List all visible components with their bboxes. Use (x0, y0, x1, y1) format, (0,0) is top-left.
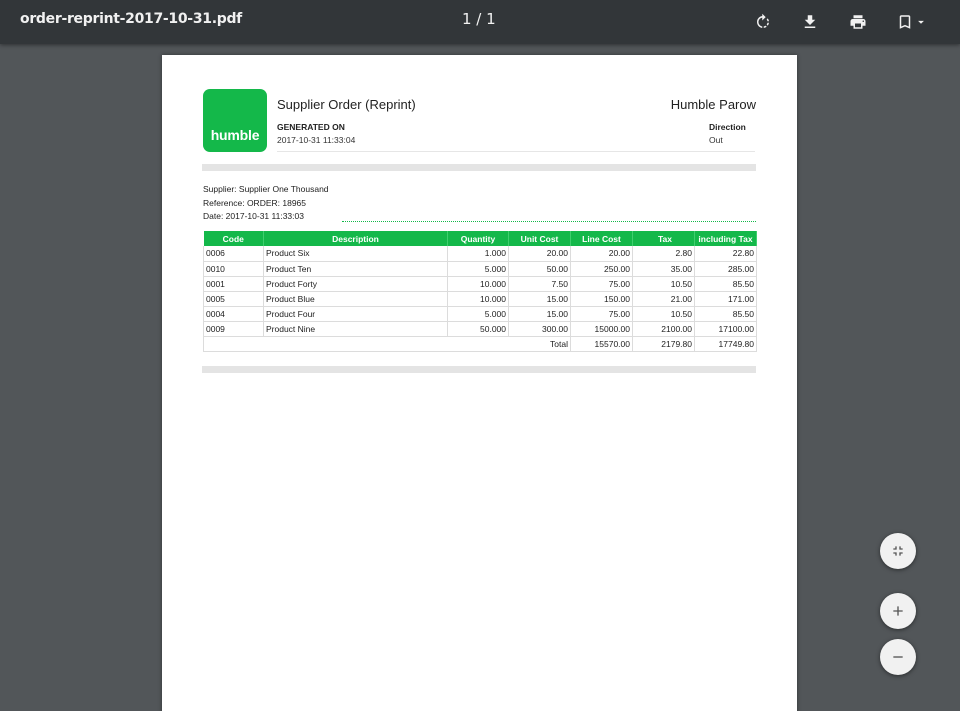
column-header: Tax (633, 231, 695, 246)
total-label: Total (509, 336, 571, 351)
cell-including-tax: 17100.00 (695, 321, 757, 336)
cell-quantity: 10.000 (448, 276, 509, 291)
column-header: Code (204, 231, 264, 246)
plus-icon (890, 603, 906, 619)
bottom-separator-bar (202, 366, 756, 373)
total-row (204, 336, 757, 351)
cell-code: 0006 (204, 246, 264, 261)
zoom-out-button[interactable] (880, 639, 916, 675)
table-row (204, 276, 757, 291)
table-row (204, 306, 757, 321)
cell-including-tax: 22.80 (695, 246, 757, 261)
download-button[interactable] (796, 8, 824, 36)
fit-to-page-button[interactable] (880, 533, 916, 569)
cell-description: Product Ten (264, 261, 448, 276)
cell-unit-cost: 50.00 (509, 261, 571, 276)
page-indicator: 1 / 1 (462, 10, 496, 28)
cell-including-tax: 171.00 (695, 291, 757, 306)
total-spacer (204, 336, 509, 351)
cell-line-cost: 150.00 (571, 291, 633, 306)
cell-tax: 35.00 (633, 261, 695, 276)
caret-down-icon (914, 15, 928, 29)
cell-including-tax: 85.50 (695, 276, 757, 291)
cell-unit-cost: 20.00 (509, 246, 571, 261)
top-separator-bar (202, 164, 756, 171)
humble-logo (203, 89, 267, 152)
order-items-table (203, 231, 757, 352)
cell-description: Product Six (264, 246, 448, 261)
cell-line-cost: 15000.00 (571, 321, 633, 336)
cell-including-tax: 285.00 (695, 261, 757, 276)
file-name: order-reprint-2017-10-31.pdf (20, 11, 242, 27)
cell-unit-cost: 15.00 (509, 291, 571, 306)
pdf-page (162, 55, 797, 711)
fit-page-icon (890, 543, 906, 559)
generated-value: 2017-10-31 11:33:04 (277, 135, 356, 145)
cell-code: 0005 (204, 291, 264, 306)
cell-quantity: 10.000 (448, 291, 509, 306)
column-header: including Tax (695, 231, 757, 246)
direction-value: Out (709, 135, 723, 145)
dotted-divider (342, 221, 756, 222)
cell-tax: 10.50 (633, 306, 695, 321)
print-icon (849, 13, 867, 31)
logo-text: humble (210, 127, 260, 143)
cell-tax: 2.80 (633, 246, 695, 261)
document-title: Supplier Order (Reprint) (277, 97, 416, 112)
cell-code: 0004 (204, 306, 264, 321)
company-name: Humble Parow (670, 97, 756, 112)
supplier-line: Supplier: Supplier One Thousand (203, 184, 329, 194)
cell-quantity: 50.000 (448, 321, 509, 336)
column-header: Line Cost (571, 231, 633, 246)
table-row (204, 246, 757, 261)
cell-description: Product Forty (264, 276, 448, 291)
minus-icon (890, 649, 906, 665)
rotate-button[interactable] (749, 8, 777, 36)
cell-unit-cost: 7.50 (509, 276, 571, 291)
print-button[interactable] (844, 8, 872, 36)
reference-line: Reference: ORDER: 18965 (203, 198, 306, 208)
column-header: Description (264, 231, 448, 246)
zoom-in-button[interactable] (880, 593, 916, 629)
table-row (204, 261, 757, 276)
cell-line-cost: 250.00 (571, 261, 633, 276)
cell-description: Product Blue (264, 291, 448, 306)
cell-tax: 21.00 (633, 291, 695, 306)
cell-code: 0010 (204, 261, 264, 276)
column-header: Unit Cost (509, 231, 571, 246)
cell-quantity: 5.000 (448, 306, 509, 321)
bookmark-icon (896, 13, 914, 31)
cell-code: 0001 (204, 276, 264, 291)
table-header-row (204, 231, 757, 246)
header-divider (277, 151, 755, 152)
cell-quantity: 1.000 (448, 246, 509, 261)
table-row (204, 291, 757, 306)
total-tax: 2179.80 (633, 336, 695, 351)
cell-tax: 2100.00 (633, 321, 695, 336)
generated-label: GENERATED ON (277, 122, 345, 132)
date-line: Date: 2017-10-31 11:33:03 (203, 211, 304, 221)
cell-code: 0009 (204, 321, 264, 336)
rotate-icon (754, 13, 772, 31)
table-row (204, 321, 757, 336)
cell-tax: 10.50 (633, 276, 695, 291)
cell-description: Product Four (264, 306, 448, 321)
download-icon (801, 13, 819, 31)
column-header: Quantity (448, 231, 509, 246)
bookmark-menu-button[interactable] (892, 8, 932, 36)
cell-including-tax: 85.50 (695, 306, 757, 321)
direction-label: Direction (709, 122, 746, 132)
cell-line-cost: 20.00 (571, 246, 633, 261)
cell-unit-cost: 300.00 (509, 321, 571, 336)
total-line-cost: 15570.00 (571, 336, 633, 351)
pdf-toolbar (0, 0, 960, 44)
cell-description: Product Nine (264, 321, 448, 336)
cell-line-cost: 75.00 (571, 276, 633, 291)
total-including-tax: 17749.80 (695, 336, 757, 351)
cell-line-cost: 75.00 (571, 306, 633, 321)
cell-quantity: 5.000 (448, 261, 509, 276)
cell-unit-cost: 15.00 (509, 306, 571, 321)
